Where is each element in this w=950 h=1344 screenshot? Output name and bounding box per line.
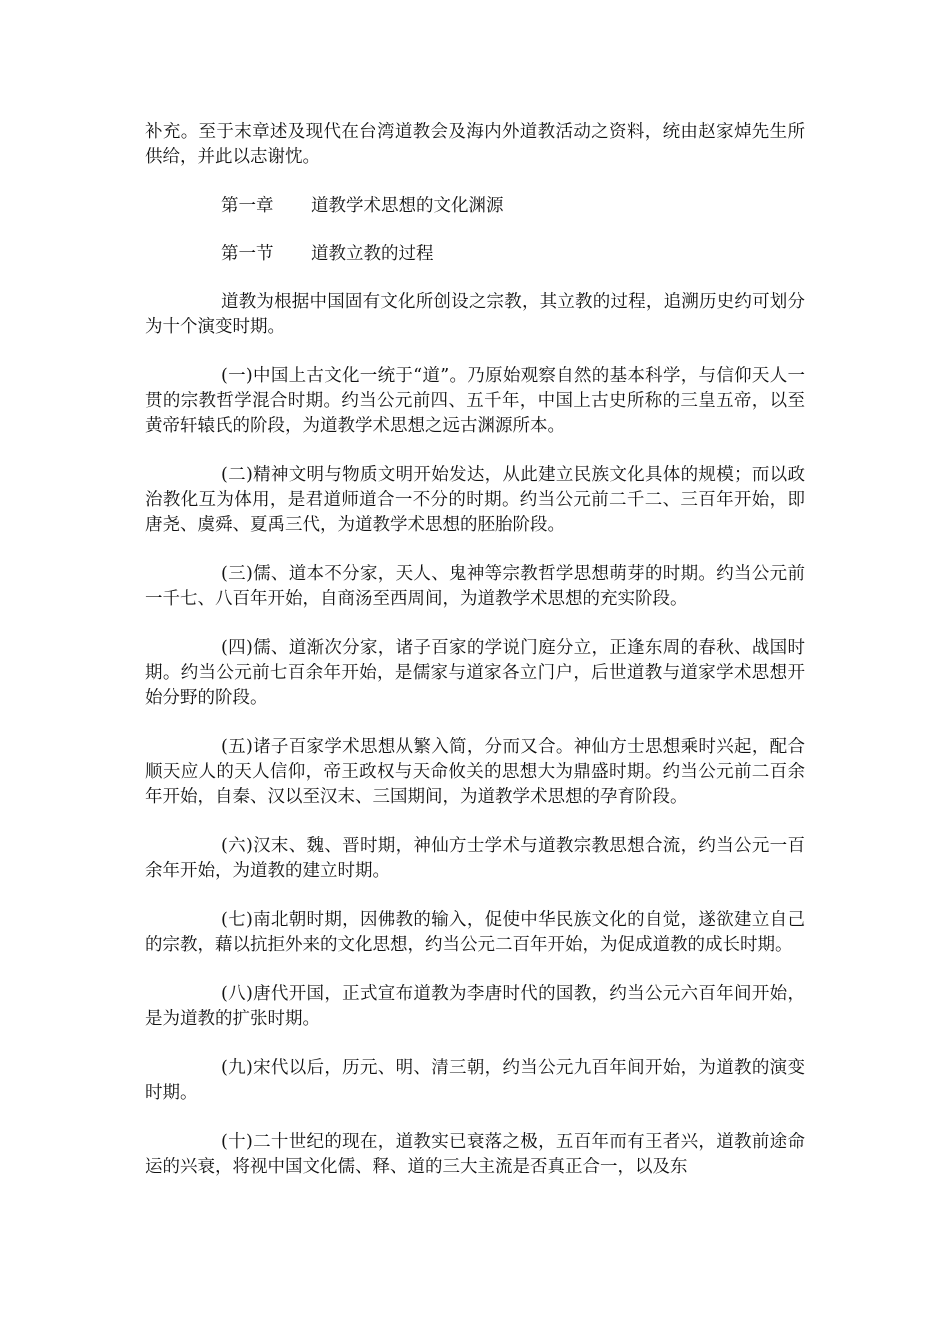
period-paragraph-10: (十)二十世纪的现在，道教实已衰落之极，五百年而有王者兴，道教前途命运的兴衰，将视中国文化儒、释、道的三大主流是否真正合一，以及东 [145, 1132, 805, 1177]
period-paragraph-2: (二)精神文明与物质文明开始发达，从此建立民族文化具体的规模；而以政治教化互为体用，是君道师道合一不分的时期。约当公元前二千二、三百年开始，即唐尧、虞舜、夏禹三代，为道教学术思想的胚胎阶段。 [145, 465, 805, 535]
period-paragraph-8: (八)唐代开国，正式宣布道教为李唐时代的国教，约当公元六百年间开始，是为道教的扩张时期。 [145, 984, 805, 1029]
period-paragraph-9: (九)宋代以后，历元、明、清三朝，约当公元九百年间开始，为道教的演变时期。 [145, 1058, 805, 1103]
period-paragraph-3: (三)儒、道本不分家，天人、鬼神等宗教哲学思想萌芽的时期。约当公元前一千七、八百年开始，自商汤至西周间，为道教学术思想的充实阶段。 [145, 564, 805, 609]
section-title: 道教立教的过程 [311, 244, 434, 264]
section-label: 第一节 [221, 244, 274, 264]
chapter-heading [145, 194, 805, 219]
chapter-label: 第一章 [221, 196, 274, 216]
section-heading [145, 242, 805, 267]
document-page [145, 120, 805, 1204]
body-paragraph: 道教为根据中国固有文化所创设之宗教，其立教的过程，追溯历史约可划分为十个演变时期。 [145, 292, 805, 337]
period-paragraph-5: (五)诸子百家学术思想从繁入简，分而又合。神仙方士思想乘时兴起，配合顺天应人的天人信仰，帝王政权与天命攸关的思想大为鼎盛时期。约当公元前二百余年开始，自秦、汉以至汉末、三国期间，为道教学术思想的孕育阶段。 [145, 737, 805, 807]
period-paragraph-6: (六)汉末、魏、晋时期，神仙方士学术与道教宗教思想合流，约当公元一百余年开始，为道教的建立时期。 [145, 836, 805, 881]
period-paragraph-1: (一)中国上古文化一统于“道”。乃原始观察自然的基本科学，与信仰天人一贯的宗教哲学混合时期。约当公元前四、五千年，中国上古史所称的三皇五帝，以至黄帝轩辕氏的阶段，为道教学术思想之远古渊源所本。 [145, 366, 805, 436]
intro-paragraph: 补充。至于末章述及现代在台湾道教会及海内外道教活动之资料，统由赵家焯先生所供给，并此以志谢忱。 [145, 122, 805, 167]
chapter-title: 道教学术思想的文化渊源 [311, 196, 504, 216]
period-paragraph-7: (七)南北朝时期，因佛教的输入，促使中华民族文化的自觉，遂欲建立自己的宗教，藉以抗拒外来的文化思想，约当公元二百年开始，为促成道教的成长时期。 [145, 910, 805, 955]
period-paragraph-4: (四)儒、道渐次分家，诸子百家的学说门庭分立，正逢东周的春秋、战国时期。约当公元前七百余年开始，是儒家与道家各立门户，后世道教与道家学术思想开始分野的阶段。 [145, 638, 805, 708]
